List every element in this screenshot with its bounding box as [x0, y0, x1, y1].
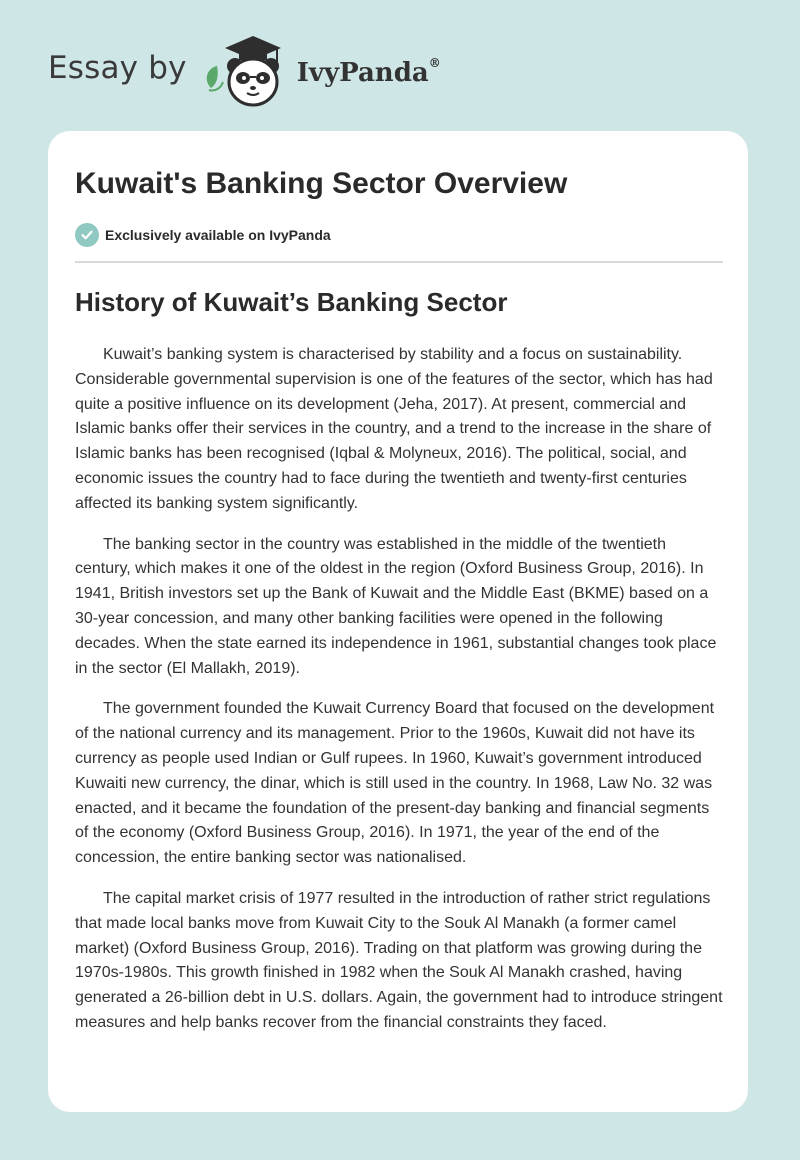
brand-prefix: Essay by	[48, 50, 187, 86]
paragraph: The capital market crisis of 1977 resulted in the introduction of rather strict regulations that made local banks move from Kuwait City to the Souk Al Manakh (a former camel market) (Oxford Business Group, 2016). Trading on that platform was growing during the 1970s-1980s. This growth finished in 1982 when the Souk Al Manakh crashed, having generated a 26-billion debt in U.S. dollars. Again, the government had to introduce stringent measures and help banks recover from the financial constraints they faced.	[75, 889, 723, 1031]
check-icon	[75, 223, 99, 247]
article-body	[75, 343, 725, 1052]
brand-header[interactable]	[48, 30, 441, 110]
brand-name: IvyPanda®	[296, 56, 441, 88]
essay-card	[48, 131, 748, 1112]
paragraph: The government founded the Kuwait Currency Board that focused on the development of the national currency and its management. Prior to the 1960s, Kuwait did not have its currency as people used Indian or Gulf rupees. In 1960, Kuwait’s government introduced Kuwaiti new currency, the dinar, which is still used in the country. In 1968, Law No. 32 was enacted, and it became the foundation of the present-day banking and financial segments of the economy (Oxford Business Group, 2016). In 1971, the year of the end of the concession, the entire banking sector was nationalised.	[75, 700, 715, 867]
exclusive-badge	[75, 223, 331, 247]
panda-graduate-icon	[201, 30, 293, 110]
page-title: Kuwait's Banking Sector Overview	[75, 167, 568, 200]
paragraph: Kuwait’s banking system is characterised by stability and a focus on sustainability. Considerable governmental supervision is one of the features of the sector, which has had quite a positive influence on its development (Jeha, 2017). At present, commercial and Islamic banks offer their services in the country, and a trend to the increase in the share of Islamic banks has been recognised (Iqbal & Molyneux, 2016). The political, social, and economic issues the country had to face during the twentieth and twenty-first centuries affected its banking system significantly.	[75, 346, 713, 512]
paragraph: The banking sector in the country was established in the middle of the twentieth century, which makes it one of the oldest in the region (Oxford Business Group, 2016). In 1941, British investors set up the Bank of Kuwait and the Middle East (BKME) based on a 30-year concession, and many other banking facilities were opened in the following decades. When the state earned its independence in 1961, substantial changes took place in the sector (El Mallakh, 2019).	[75, 535, 717, 677]
section-heading: History of Kuwait’s Banking Sector	[75, 287, 508, 317]
divider	[75, 261, 723, 263]
exclusive-label: Exclusively available on IvyPanda	[105, 227, 331, 243]
